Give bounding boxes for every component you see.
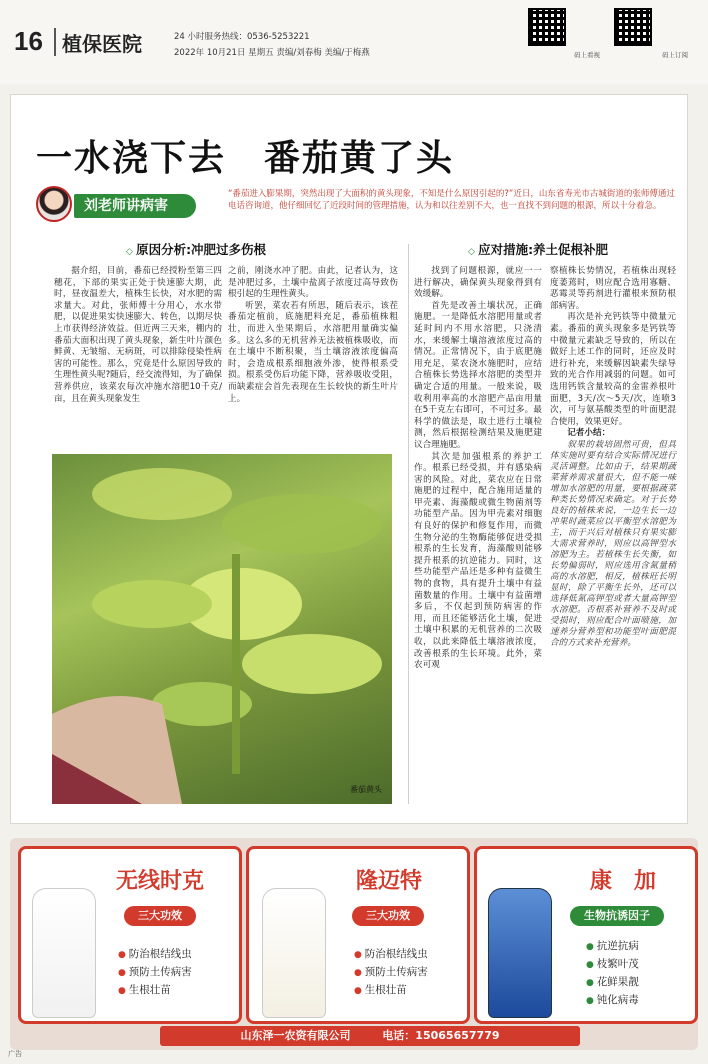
qr-code-subscribe[interactable] (614, 8, 652, 46)
header-divider (54, 28, 56, 56)
article-headline: 一水浇下去 番茄黄了头 (36, 138, 455, 179)
tomato-photo (52, 454, 392, 804)
product-features-1 (118, 946, 192, 1000)
paragraph: 听罢，菜农若有所思，随后表示，该茬番茄定植前，底施肥料充足，番茄植株粗壮，而进入坐果期后，水溶肥用量确实偏多。这么多的无机营养无法被植株吸收，而在土壤中不断积聚，当土壤溶液浓度偏高时，会造成根系细胞液外渗，使得根系受损。根系受伤后功能下降，营养吸收受阻，而缺素症会首先表现在生长较快的新生叶片上。 (228, 300, 398, 404)
photo-caption: 番茄黄头 (350, 785, 382, 794)
paragraph: 找到了问题根源，就应一一进行解决，确保黄头现象得到有效缓解。 (414, 266, 542, 300)
feature-item: ● 钝化病毒 (586, 992, 639, 1010)
body-column-4 (550, 266, 676, 649)
product-title-3: 康 加 (590, 869, 657, 894)
issue-meta: 2022年 10月21日 星期五 责编/刘春梅 美编/于梅燕 (174, 48, 370, 58)
feature-item: ● 防治根结线虫 (354, 946, 428, 964)
paragraph: 据介绍，目前，番茄已经授粉至第三四穗花，下部的果实正处于快速膨大期，此时，昼夜温差大，植株生长快，对水肥的需求量大。对此，张师傅十分用心，水水带肥，以促进果实快速膨大、转色，以期尽快上市获得经济效益。但近两三天来，棚内的番茄大面积出现了黄头现象，新生叶片颜色鲜黄、无皱缩、无病斑，可以排除侵染性病害的可能性。那么，究竟是什么原因导致的生理性黄头呢?随后，经交流得知，为了确保营养供应，该菜农每次冲施水溶肥10千克/亩，且在黄头现象发生 (54, 266, 222, 404)
column-badge: 刘老师讲病害 (74, 194, 196, 218)
ad-mark: 广告 (8, 1050, 22, 1058)
product-title-1: 无线时克 (116, 869, 205, 894)
column-divider (408, 244, 409, 804)
product-pill-1: 三大功效 (124, 906, 196, 926)
note-title: 记者小结： (567, 428, 611, 439)
product-bottle-3 (488, 888, 552, 1018)
feature-item: ● 生根壮苗 (354, 982, 428, 1000)
product-bottle-1 (32, 888, 96, 1018)
product-features-3 (586, 938, 639, 1010)
paragraph: 再次是补充钙铁等中微量元素。番茄的黄头现象多是钙铁等中微量元素缺乏导致的，所以在做好上述工作的同时，还应及时进行补充，来缓解因缺素失绿导致的光合作用减弱的问题。如可选用钙铁含量较高的金雷养根叶面肥，3天/次～5天/次，连喷3次，可与氨基酸类型的叶面肥混合使用，效果更好。 (550, 312, 676, 427)
feature-item: ● 花鲜果靓 (586, 974, 639, 992)
paragraph: 其次是加强根系的养护工作。根系已经受损，并有感染病害的风险。对此，菜农应在日常施肥的过程中，配合施用适量的甲壳素、海藻酸或微生物菌剂等功能型产品。因为甲壳素对细胞有良好的保护和修复作用，而微生物分泌的生物酶能够促进受损根系的生长发育，海藻酸则能够提升根系的抗逆能力。同时，这些功能型产品还是多种有益微生物的食物，具有提升土壤中有益菌数量的作用。土壤中有益菌增多后，不仅起到预防病害的作用，而且还能够活化土壤，促进土壤中积累的无机营养的二次吸收，以此来降低土壤溶液浓度，改善根系的生长环境。此外，菜农可观 (414, 451, 542, 671)
page-header (0, 0, 708, 84)
body-column-2 (228, 266, 398, 405)
body-column-1 (54, 266, 222, 405)
page-number: 16 (14, 26, 43, 56)
product-title-2: 隆迈特 (356, 869, 423, 894)
company-name: 山东泽一农资有限公司 (240, 1029, 351, 1042)
body-column-3 (414, 266, 542, 672)
qr-label-video: 码上看视 (574, 51, 600, 59)
qr-code-video[interactable] (528, 8, 566, 46)
qr-label-subscribe: 码上订阅 (662, 51, 688, 59)
tomato-leaf-illustration (52, 454, 392, 804)
feature-item: ● 枝繁叶茂 (586, 956, 639, 974)
feature-item: ● 预防土传病害 (118, 964, 192, 982)
paragraph: 察植株长势情况，若植株出现轻度萎蔫时，则应配合选用寡糖、恶霉灵等药剂进行灌根来预防根部病害。 (550, 266, 676, 311)
feature-item: ● 预防土传病害 (354, 964, 428, 982)
product-pill-2: 三大功效 (352, 906, 424, 926)
product-bottle-2 (262, 888, 326, 1018)
product-pill-3: 生物抗诱因子 (570, 906, 664, 926)
ad-footer[interactable] (160, 1026, 580, 1046)
left-heading: ◇ 原因分析:冲肥过多伤根 (126, 240, 266, 258)
article-intro: “番茄进入膨果期，突然出现了大面积的黄头现象，不知是什么原因引起的?”近日，山东省寿光市古城街道的张师傅通过电话咨询道，他仔细回忆了近段时间的管理措施，认为和以往差别不大，也一直找不到问题的根源，所以十分着急。 (228, 189, 675, 211)
right-heading: ◇ 应对措施:养土促根补肥 (468, 240, 608, 258)
feature-item: ● 抗逆抗病 (586, 938, 639, 956)
product-features-2 (354, 946, 428, 1000)
feature-item: ● 生根壮苗 (118, 982, 192, 1000)
feature-item: ● 防治根结线虫 (118, 946, 192, 964)
paragraph: 首先是改善土壤状况，正确施肥。一是降低水溶肥用量或者延时间内不用水溶肥，只浇清水，来缓解土壤溶液浓度过高的情况。正常情况下，由于底肥施用充足，菜农浇水施肥时，应结合植株长势选择水溶肥的类型并确定合适的用量。一般来说，吸收利用率高的水溶肥产品亩用量在5千克左右即可，不可过多。最科学的做法是，取土进行土壤检测，然后根据检测结果及施肥建议合理施肥。 (414, 300, 542, 450)
company-phone[interactable]: 电话：15065657779 (382, 1029, 500, 1042)
paragraph: 之前，刚浇水冲了肥。由此，记者认为，这是冲肥过多，土壤中盐离子浓度过高导致伤根引起的生理性黄头。 (228, 266, 398, 300)
note-text: 叙果的栽培固然可贵，但具体实施时要有结合实际情况进行灵活调整。比如由于，结果期蔬菜营养需求量很大，但不能一味增加水溶肥的用量，要根据蔬菜种类长势情况来确定。对于长势良好的植株来说，一边生长一边冲果时蔬菜应以平衡型水溶肥为主，而于兴后对植株只有果实膨大需求营养时，则应以高钾型水溶肥为主。若植株生长失衡，如长势偏弱时，则应选用含氮量稍高的水溶肥，相反，植株旺长明显时，除了平衡生长外，还可以选择低氮高钾型或者大量高钾型水溶肥。否根系补营养不及时或受损时，则应配合叶面喷施，加速养分营养型和功能型叶面肥混合的方式来补充营养。 (550, 439, 676, 648)
hotline: 24 小时服务热线：0536-5253221 (174, 32, 310, 42)
section-title: 植保医院 (62, 32, 142, 56)
author-avatar (36, 186, 72, 222)
